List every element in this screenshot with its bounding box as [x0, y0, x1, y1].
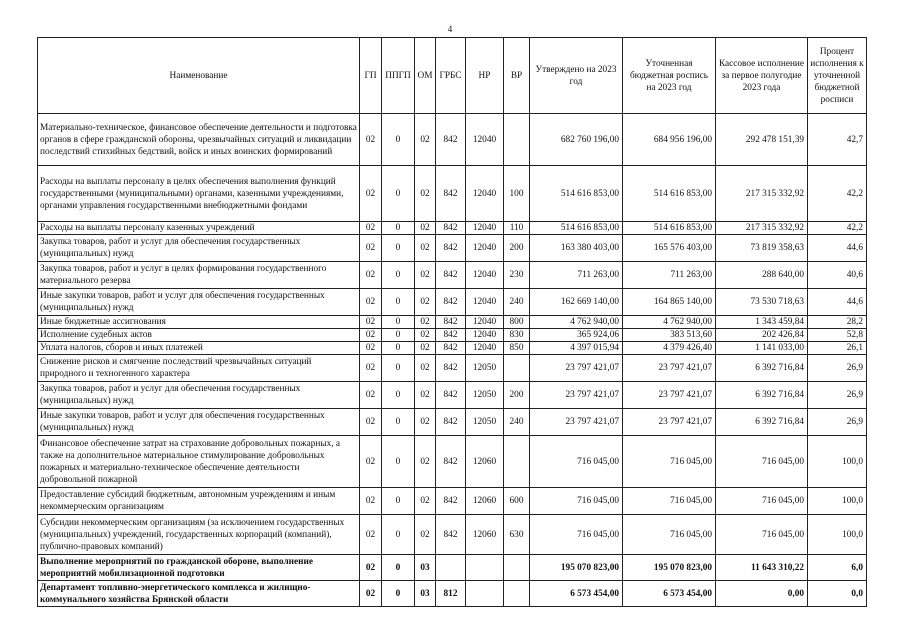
cell-approved: 716 045,00 [530, 488, 623, 515]
cell-name: Исполнение судебных актов [38, 329, 360, 342]
cell-np: 12040 [466, 222, 504, 235]
cell-grbs: 842 [436, 235, 466, 262]
col-header-approved: Утверждено на 2023 год [530, 38, 623, 114]
cell-cash: 0,00 [716, 581, 808, 607]
cell-pgp: 0 [382, 222, 415, 235]
cell-name: Материально-техническое, финансовое обеспечение деятельности и подготовка органов в сфере гражданской обороны, чрезвычайных ситуаций и ликвидации последствий стихийных бедствий, войск и иных воинских формирований [38, 114, 360, 166]
cell-cash: 288 640,00 [716, 262, 808, 289]
cell-om: 02 [415, 166, 436, 222]
cell-om: 02 [415, 289, 436, 316]
cell-grbs: 842 [436, 342, 466, 355]
table-row [38, 316, 867, 329]
cell-om: 03 [415, 555, 436, 581]
cell-gp: 02 [360, 488, 382, 515]
cell-name: Иные бюджетные ассигнования [38, 316, 360, 329]
cell-cash: 217 315 332,92 [716, 166, 808, 222]
cell-pgp: 0 [382, 581, 415, 607]
cell-approved: 23 797 421,07 [530, 355, 623, 382]
cell-cash: 292 478 151,39 [716, 114, 808, 166]
cell-np: 12040 [466, 262, 504, 289]
cell-gp: 02 [360, 166, 382, 222]
table-row [38, 235, 867, 262]
cell-name: Иные закупки товаров, работ и услуг для обеспечения государственных (муниципальных) нужд [38, 409, 360, 436]
cell-grbs: 842 [436, 436, 466, 488]
cell-refined: 383 513,60 [623, 329, 716, 342]
cell-vr: 230 [504, 262, 530, 289]
cell-vr: 630 [504, 515, 530, 555]
cell-pgp: 0 [382, 436, 415, 488]
table-row [38, 488, 867, 515]
cell-approved: 195 070 823,00 [530, 555, 623, 581]
cell-vr: 800 [504, 316, 530, 329]
cell-np [466, 581, 504, 607]
cell-percent: 26,9 [808, 409, 867, 436]
cell-np [466, 555, 504, 581]
col-header-pgp: ППГП [382, 38, 415, 114]
cell-np: 12040 [466, 166, 504, 222]
cell-cash: 202 426,84 [716, 329, 808, 342]
cell-grbs: 842 [436, 166, 466, 222]
cell-np: 12050 [466, 355, 504, 382]
table-row [38, 166, 867, 222]
cell-np: 12050 [466, 382, 504, 409]
cell-vr [504, 114, 530, 166]
cell-refined: 711 263,00 [623, 262, 716, 289]
cell-pgp: 0 [382, 555, 415, 581]
cell-grbs [436, 555, 466, 581]
table-row [38, 436, 867, 488]
cell-om: 02 [415, 409, 436, 436]
table-row [38, 342, 867, 355]
cell-pgp: 0 [382, 316, 415, 329]
cell-cash: 6 392 716,84 [716, 355, 808, 382]
cell-cash: 716 045,00 [716, 515, 808, 555]
budget-table [37, 37, 867, 607]
cell-vr: 100 [504, 166, 530, 222]
cell-vr: 240 [504, 409, 530, 436]
cell-refined: 514 616 853,00 [623, 166, 716, 222]
cell-om: 02 [415, 515, 436, 555]
cell-om: 02 [415, 262, 436, 289]
cell-percent: 26,9 [808, 355, 867, 382]
cell-name: Закупка товаров, работ и услуг для обеспечения государственных (муниципальных) нужд [38, 235, 360, 262]
cell-name: Иные закупки товаров, работ и услуг для обеспечения государственных (муниципальных) нужд [38, 289, 360, 316]
cell-grbs: 842 [436, 488, 466, 515]
cell-refined: 23 797 421,07 [623, 382, 716, 409]
cell-approved: 716 045,00 [530, 436, 623, 488]
table-row [38, 515, 867, 555]
cell-cash: 217 315 332,92 [716, 222, 808, 235]
cell-vr [504, 581, 530, 607]
cell-percent: 42,7 [808, 114, 867, 166]
table-row [38, 355, 867, 382]
cell-refined: 684 956 196,00 [623, 114, 716, 166]
table-row [38, 289, 867, 316]
cell-name: Департамент топливно-энергетического комплекса и жилищно-коммунального хозяйства Брянской области [38, 581, 360, 607]
cell-om: 02 [415, 114, 436, 166]
cell-cash: 716 045,00 [716, 436, 808, 488]
cell-vr: 110 [504, 222, 530, 235]
cell-pgp: 0 [382, 329, 415, 342]
table-row [38, 382, 867, 409]
cell-name: Финансовое обеспечение затрат на страхование добровольных пожарных, а также на дополнительное материальное стимулирование добровольных пожарных и материально-техническое обеспечение деятельности добровольной пожарной [38, 436, 360, 488]
cell-refined: 514 616 853,00 [623, 222, 716, 235]
cell-gp: 02 [360, 581, 382, 607]
cell-np: 12040 [466, 316, 504, 329]
cell-name: Закупка товаров, работ и услуг в целях формирования государственного материального резерва [38, 262, 360, 289]
cell-vr: 200 [504, 235, 530, 262]
cell-approved: 163 380 403,00 [530, 235, 623, 262]
table-row [38, 555, 867, 581]
cell-vr: 830 [504, 329, 530, 342]
cell-percent: 44,6 [808, 235, 867, 262]
header-row [38, 38, 867, 114]
cell-om: 02 [415, 355, 436, 382]
table-body [38, 114, 867, 607]
cell-gp: 02 [360, 515, 382, 555]
cell-vr [504, 436, 530, 488]
col-header-name: Наименование [38, 38, 360, 114]
cell-grbs: 842 [436, 222, 466, 235]
cell-percent: 42,2 [808, 166, 867, 222]
cell-grbs: 842 [436, 289, 466, 316]
cell-name: Расходы на выплаты персоналу казенных учреждений [38, 222, 360, 235]
cell-refined: 164 865 140,00 [623, 289, 716, 316]
cell-refined: 4 379 426,40 [623, 342, 716, 355]
cell-cash: 716 045,00 [716, 488, 808, 515]
cell-grbs: 842 [436, 382, 466, 409]
cell-percent: 100,0 [808, 436, 867, 488]
cell-om: 02 [415, 488, 436, 515]
cell-approved: 6 573 454,00 [530, 581, 623, 607]
cell-gp: 02 [360, 114, 382, 166]
cell-grbs: 842 [436, 262, 466, 289]
cell-pgp: 0 [382, 382, 415, 409]
cell-grbs: 842 [436, 355, 466, 382]
cell-pgp: 0 [382, 355, 415, 382]
col-header-percent: Процент исполнения к уточненной бюджетной росписи [808, 38, 867, 114]
cell-grbs: 842 [436, 329, 466, 342]
cell-pgp: 0 [382, 342, 415, 355]
cell-om: 02 [415, 316, 436, 329]
cell-pgp: 0 [382, 488, 415, 515]
cell-approved: 682 760 196,00 [530, 114, 623, 166]
cell-refined: 23 797 421,07 [623, 355, 716, 382]
cell-vr: 200 [504, 382, 530, 409]
cell-gp: 02 [360, 342, 382, 355]
cell-cash: 6 392 716,84 [716, 409, 808, 436]
cell-percent: 0,0 [808, 581, 867, 607]
cell-percent: 26,9 [808, 382, 867, 409]
cell-refined: 195 070 823,00 [623, 555, 716, 581]
cell-approved: 711 263,00 [530, 262, 623, 289]
cell-percent: 6,0 [808, 555, 867, 581]
cell-gp: 02 [360, 316, 382, 329]
cell-refined: 23 797 421,07 [623, 409, 716, 436]
cell-om: 02 [415, 222, 436, 235]
cell-np: 12040 [466, 342, 504, 355]
cell-percent: 44,6 [808, 289, 867, 316]
col-header-grbs: ГРБС [436, 38, 466, 114]
cell-np: 12060 [466, 515, 504, 555]
cell-pgp: 0 [382, 289, 415, 316]
cell-refined: 165 576 403,00 [623, 235, 716, 262]
cell-cash: 73 530 718,63 [716, 289, 808, 316]
cell-vr: 240 [504, 289, 530, 316]
cell-om: 02 [415, 329, 436, 342]
col-header-np: НР [466, 38, 504, 114]
cell-pgp: 0 [382, 166, 415, 222]
cell-cash: 6 392 716,84 [716, 382, 808, 409]
col-header-om: ОМ [415, 38, 436, 114]
cell-approved: 514 616 853,00 [530, 166, 623, 222]
cell-om: 02 [415, 235, 436, 262]
cell-approved: 4 762 940,00 [530, 316, 623, 329]
cell-np: 12050 [466, 409, 504, 436]
cell-gp: 02 [360, 355, 382, 382]
cell-grbs: 842 [436, 515, 466, 555]
cell-om: 02 [415, 382, 436, 409]
cell-gp: 02 [360, 329, 382, 342]
col-header-vr: ВР [504, 38, 530, 114]
cell-np: 12060 [466, 436, 504, 488]
cell-percent: 100,0 [808, 488, 867, 515]
cell-refined: 716 045,00 [623, 488, 716, 515]
cell-cash: 1 343 459,84 [716, 316, 808, 329]
table-row [38, 222, 867, 235]
table-row [38, 581, 867, 607]
cell-gp: 02 [360, 262, 382, 289]
col-header-refined: Уточненная бюджетная роспись на 2023 год [623, 38, 716, 114]
cell-cash: 1 141 033,00 [716, 342, 808, 355]
cell-gp: 02 [360, 382, 382, 409]
cell-name: Расходы на выплаты персоналу в целях обеспечения выполнения функций государственными (муниципальными) органами, казенными учреждениями, органами управления государственными внебюджетными фондами [38, 166, 360, 222]
cell-cash: 73 819 358,63 [716, 235, 808, 262]
table-row [38, 114, 867, 166]
cell-name: Снижение рисков и смягчение последствий чрезвычайных ситуаций природного и техногенного характера [38, 355, 360, 382]
cell-pgp: 0 [382, 114, 415, 166]
cell-grbs: 812 [436, 581, 466, 607]
cell-percent: 52,8 [808, 329, 867, 342]
cell-np: 12060 [466, 488, 504, 515]
cell-approved: 23 797 421,07 [530, 409, 623, 436]
cell-refined: 6 573 454,00 [623, 581, 716, 607]
cell-approved: 4 397 015,94 [530, 342, 623, 355]
cell-approved: 162 669 140,00 [530, 289, 623, 316]
cell-np: 12040 [466, 329, 504, 342]
cell-approved: 23 797 421,07 [530, 382, 623, 409]
cell-approved: 716 045,00 [530, 515, 623, 555]
cell-gp: 02 [360, 235, 382, 262]
cell-np: 12040 [466, 114, 504, 166]
cell-percent: 28,2 [808, 316, 867, 329]
table-row [38, 262, 867, 289]
cell-np: 12040 [466, 235, 504, 262]
cell-approved: 365 924,06 [530, 329, 623, 342]
cell-refined: 716 045,00 [623, 436, 716, 488]
cell-om: 03 [415, 581, 436, 607]
cell-grbs: 842 [436, 316, 466, 329]
cell-om: 02 [415, 342, 436, 355]
cell-gp: 02 [360, 555, 382, 581]
col-header-gp: ГП [360, 38, 382, 114]
cell-vr [504, 555, 530, 581]
cell-name: Выполнение мероприятий по гражданской обороне, выполнение мероприятий мобилизационной подготовки [38, 555, 360, 581]
cell-vr: 850 [504, 342, 530, 355]
cell-gp: 02 [360, 289, 382, 316]
cell-grbs: 842 [436, 114, 466, 166]
page-number: 4 [447, 24, 453, 34]
table-row [38, 409, 867, 436]
cell-np: 12040 [466, 289, 504, 316]
cell-pgp: 0 [382, 409, 415, 436]
cell-name: Субсидии некоммерческим организациям (за исключением государственных (муниципальных) учреждений, государственных корпораций (компаний), публично-правовых компаний) [38, 515, 360, 555]
cell-cash: 11 643 310,22 [716, 555, 808, 581]
cell-percent: 100,0 [808, 515, 867, 555]
cell-gp: 02 [360, 436, 382, 488]
cell-vr [504, 355, 530, 382]
cell-name: Уплата налогов, сборов и иных платежей [38, 342, 360, 355]
cell-name: Предоставление субсидий бюджетным, автономным учреждениям и иным некоммерческим организациям [38, 488, 360, 515]
cell-vr: 600 [504, 488, 530, 515]
cell-percent: 26,1 [808, 342, 867, 355]
cell-om: 02 [415, 436, 436, 488]
cell-gp: 02 [360, 409, 382, 436]
cell-approved: 514 616 853,00 [530, 222, 623, 235]
cell-percent: 40,6 [808, 262, 867, 289]
cell-refined: 4 762 940,00 [623, 316, 716, 329]
cell-refined: 716 045,00 [623, 515, 716, 555]
cell-name: Закупка товаров, работ и услуг для обеспечения государственных (муниципальных) нужд [38, 382, 360, 409]
col-header-cash: Кассовое исполнение за первое полугодие 2023 года [716, 38, 808, 114]
cell-pgp: 0 [382, 262, 415, 289]
cell-grbs: 842 [436, 409, 466, 436]
table-row [38, 329, 867, 342]
cell-gp: 02 [360, 222, 382, 235]
cell-pgp: 0 [382, 235, 415, 262]
cell-pgp: 0 [382, 515, 415, 555]
cell-percent: 42,2 [808, 222, 867, 235]
